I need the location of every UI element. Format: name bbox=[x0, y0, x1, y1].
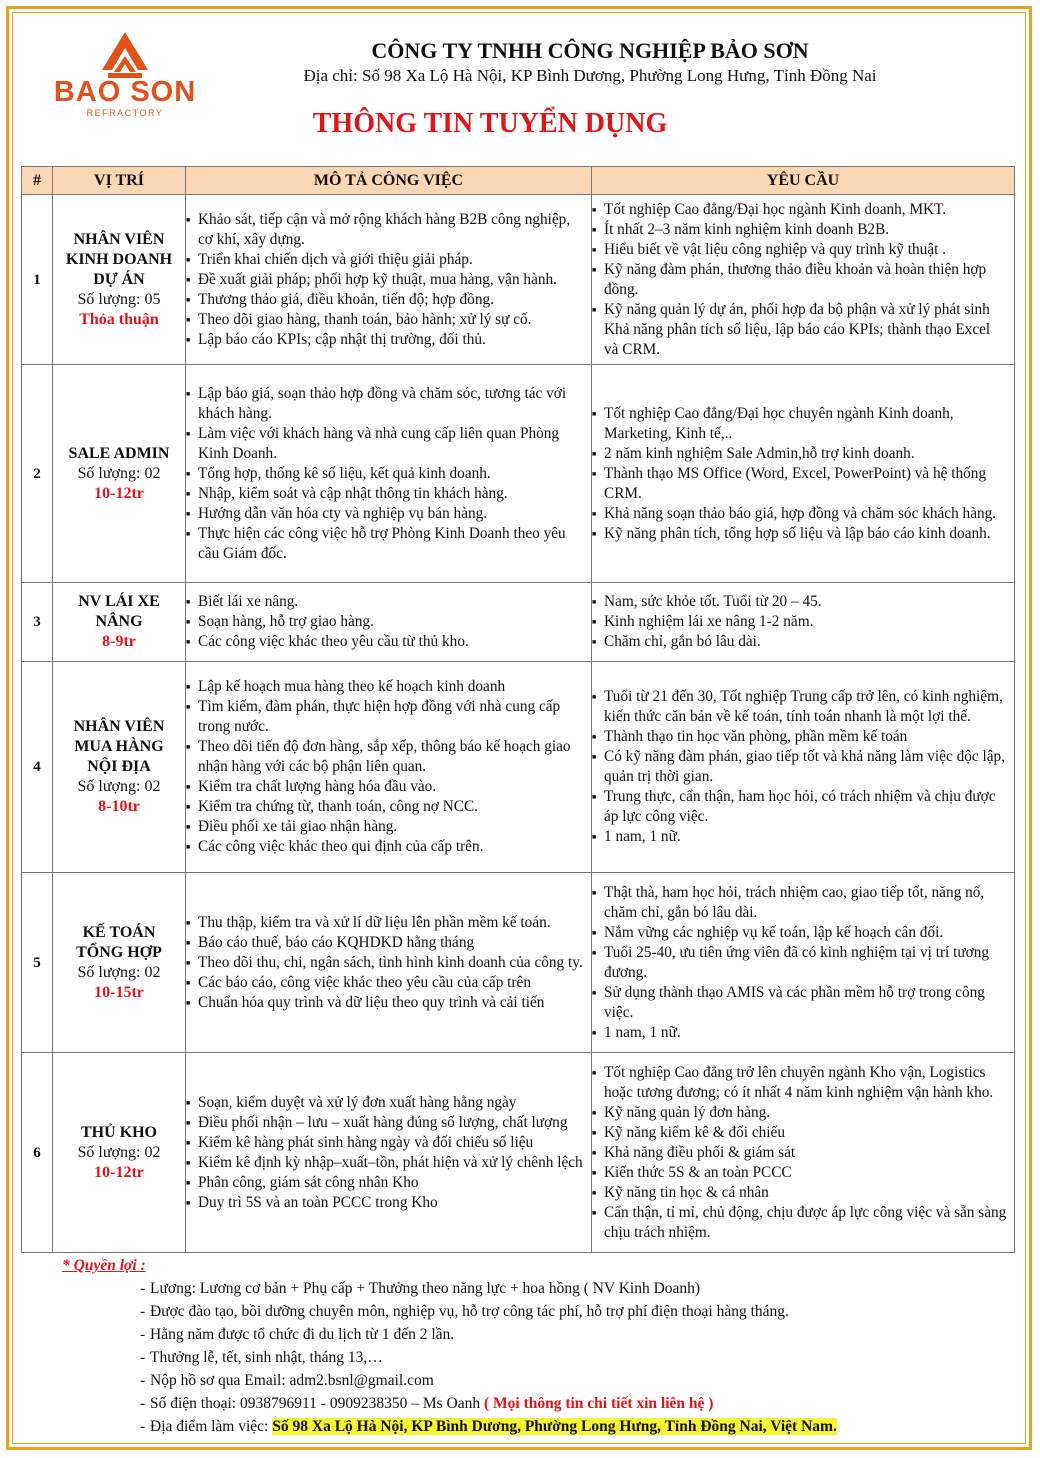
list-item: ■ Có kỹ năng đàm phán, giao tiếp tốt và khả năng làm việc độc lập, quản trị thời gian. bbox=[592, 747, 1008, 787]
benefit-workplace bbox=[62, 1415, 982, 1438]
list-item: ■ Theo dõi tiến độ đơn hàng, sắp xếp, thông báo kế hoạch giao nhận hàng với các bộ phận liên quan. bbox=[186, 737, 585, 777]
column-header-position: VỊ TRÍ bbox=[53, 167, 186, 195]
requirements-list bbox=[592, 200, 1008, 360]
requirements-cell bbox=[592, 583, 1015, 662]
list-item: ■ Theo dõi thu, chi, ngân sách, tình hình kinh doanh của công ty. bbox=[186, 953, 585, 973]
benefit-email: - Nộp hồ sơ qua Email: adm2.bsnl@gmail.com bbox=[62, 1369, 982, 1392]
list-item: ■ Triển khai chiến dịch và giới thiệu giải pháp. bbox=[186, 250, 585, 270]
list-item: ■ Chuẩn hóa quy trình và dữ liệu theo quy trình và cải tiến bbox=[186, 993, 585, 1013]
list-item: ■ Khảo sát, tiếp cận và mở rộng khách hàng B2B công nghiệp, cơ khí, xây dựng. bbox=[186, 210, 585, 250]
list-item: ■ Kinh nghiệm lái xe nâng 1-2 năm. bbox=[592, 612, 1008, 632]
position-salary: 8-9tr bbox=[102, 633, 136, 650]
phone-text: Số điện thoại: 0938796911 - 0909238350 – Ms Oanh bbox=[150, 1395, 481, 1412]
list-item: ■ Phân công, giám sát công nhân Kho bbox=[186, 1173, 585, 1193]
list-item: ■ Lập báo cáo KPIs; cập nhật thị trường, đối thủ. bbox=[186, 330, 585, 350]
requirements-list bbox=[592, 687, 1008, 847]
table-row bbox=[22, 195, 1015, 365]
list-item: ■ Các báo cáo, công việc khác theo yêu cầu của cấp trên bbox=[186, 973, 585, 993]
requirements-cell bbox=[592, 365, 1015, 583]
list-item: ■ Thành thạo MS Office (Word, Excel, PowerPoint) và hệ thống CRM. bbox=[592, 464, 1008, 504]
list-item: ■ Báo cáo thuế, báo cáo KQHDKD hằng tháng bbox=[186, 933, 585, 953]
list-item: ■ Chăm chỉ, gắn bó lâu dài. bbox=[592, 632, 1008, 652]
list-item: ■ 2 năm kinh nghiệm Sale Admin,hỗ trợ kinh doanh. bbox=[592, 444, 1008, 464]
list-item: ■ Điều phối nhận – lưu – xuất hàng đúng số lượng, chất lượng bbox=[186, 1113, 585, 1133]
list-item: ■ Tốt nghiệp Cao đẳng/Đại học chuyên ngành Kinh doanh, Marketing, Kinh tế,.. bbox=[592, 404, 1008, 444]
list-item: ■ Theo dõi giao hàng, thanh toán, bảo hành; xử lý sự cố. bbox=[186, 310, 585, 330]
position-title: NV LÁI XE NÂNG bbox=[78, 593, 160, 630]
list-item: ■ Kỹ năng kiểm kê & đối chiếu bbox=[592, 1123, 1008, 1143]
list-item: ■ Thành thạo tin học văn phòng, phần mềm kế toán bbox=[592, 727, 1008, 747]
column-header-requirements: YÊU CẦU bbox=[592, 167, 1015, 195]
table-header-row bbox=[22, 167, 1015, 195]
list-item: ■ Tổng hợp, thống kê số liệu, kết quả kinh doanh. bbox=[186, 464, 585, 484]
description-cell bbox=[186, 365, 592, 583]
position-count: Số lượng: 02 bbox=[77, 963, 161, 981]
requirements-cell bbox=[592, 873, 1015, 1053]
position-salary: 8-10tr bbox=[98, 798, 140, 815]
requirements-cell bbox=[592, 195, 1015, 365]
description-list bbox=[186, 1093, 585, 1213]
position-title: NHÂN VIÊN KINH DOANH DỰ ÁN bbox=[65, 230, 173, 288]
list-item: ■ Nhập, kiểm soát và cập nhật thông tin khách hàng. bbox=[186, 484, 585, 504]
list-item: ■ Kiến thức 5S & an toàn PCCC bbox=[592, 1163, 1008, 1183]
benefits-title: * Quyền lợi : bbox=[62, 1257, 146, 1274]
list-item: ■ Ít nhất 2–3 năm kinh nghiệm kinh doanh B2B. bbox=[592, 220, 1008, 240]
table-row bbox=[22, 662, 1015, 873]
benefit-phone bbox=[62, 1392, 982, 1415]
company-address: Địa chỉ: Số 98 Xa Lộ Hà Nội, KP Bình Dương, Phường Long Hưng, Tỉnh Đồng Nai bbox=[303, 66, 877, 85]
list-item: ■ Lập báo giá, soạn thảo hợp đồng và chăm sóc, tương tác với khách hàng. bbox=[186, 384, 585, 424]
list-item: ■ Khả năng soạn thảo báo giá, hợp đồng và chăm sóc khách hàng. bbox=[592, 504, 1008, 524]
phone-note: ( Mọi thông tin chi tiết xin liên hệ ) bbox=[483, 1395, 714, 1412]
position-count: Số lượng: 05 bbox=[77, 290, 161, 308]
list-item: ■ 1 nam, 1 nữ. bbox=[592, 1023, 1008, 1043]
description-cell bbox=[186, 662, 592, 873]
list-item: ■ Thật thà, ham học hỏi, trách nhiệm cao, giao tiếp tốt, năng nổ, chăm chỉ, gắn bó lâu dài. bbox=[592, 883, 1008, 923]
position-salary: 10-12tr bbox=[94, 1163, 144, 1181]
list-item: ■ Kỹ năng phân tích, tổng hợp số liệu và lập báo cáo kinh doanh. bbox=[592, 524, 1008, 544]
list-item: ■ Làm việc với khách hàng và nhà cung cấp liên quan Phòng Kinh Doanh. bbox=[186, 424, 585, 464]
list-item: ■ Kiểm kê hàng phát sinh hàng ngày và đối chiếu số liệu bbox=[186, 1133, 585, 1153]
position-count: Số lượng: 02 bbox=[77, 1143, 161, 1161]
list-item: ■ Các công việc khác theo yêu cầu từ thủ kho. bbox=[186, 632, 585, 652]
list-item: ■ Kỹ năng quản lý đơn hàng. bbox=[592, 1103, 1008, 1123]
position-count: Số lượng: 02 bbox=[77, 464, 161, 482]
list-item: ■ Kỹ năng quản lý dự án, phối hợp đa bộ phận và xử lý phát sinh Khả năng phân tích số liệu, lập báo cáo KPIs; thành thạo Excel và CRM. bbox=[592, 300, 1008, 360]
list-item: ■ Điều phối xe tải giao nhận hàng. bbox=[186, 817, 585, 837]
description-list bbox=[186, 913, 585, 1013]
list-item: ■ Sử dụng thành thạo AMIS và các phần mềm hỗ trợ trong công việc. bbox=[592, 983, 1008, 1023]
list-item: ■ Khả năng điều phối & giám sát bbox=[592, 1143, 1008, 1163]
position-cell bbox=[53, 195, 186, 365]
list-item: ■ Nắm vững các nghiệp vụ kế toán, lập kế hoạch cân đối. bbox=[592, 923, 1008, 943]
requirements-list bbox=[592, 404, 1008, 544]
list-item: ■ Duy trì 5S và an toàn PCCC trong Kho bbox=[186, 1193, 585, 1213]
list-item: ■ Soạn hàng, hỗ trợ giao hàng. bbox=[186, 612, 585, 632]
list-item: ■ Các công việc khác theo qui định của cấp trên. bbox=[186, 837, 585, 857]
list-item: ■ Thực hiện các công việc hỗ trợ Phòng Kinh Doanh theo yêu cầu Giám đốc. bbox=[186, 524, 585, 564]
list-item: ■ Kỹ năng đàm phán, thương thảo điều khoản và hoàn thiện hợp đồng. bbox=[592, 260, 1008, 300]
list-item: ■ Tuổi từ 21 đến 30, Tốt nghiệp Trung cấp trở lên, có kinh nghiệm, kiến thức căn bản về kế toán, tính toán nhanh là một lợi thế. bbox=[592, 687, 1008, 727]
position-count: Số lượng: 02 bbox=[77, 778, 161, 795]
column-header-description: MÔ TẢ CÔNG VIỆC bbox=[186, 167, 592, 195]
description-cell bbox=[186, 583, 592, 662]
position-title: THỦ KHO bbox=[80, 1123, 157, 1141]
table-row bbox=[22, 873, 1015, 1053]
benefit-travel: - Hằng năm được tổ chức đi du lịch từ 1 đến 2 lần. bbox=[62, 1323, 982, 1346]
list-item: ■ Tuổi 25-40, ưu tiên ứng viên đã có kinh nghiệm tại vị trí tương đương. bbox=[592, 943, 1008, 983]
list-item: ■ Tìm kiếm, đàm phán, thực hiện hợp đồng với nhà cung cấp trong nước. bbox=[186, 697, 585, 737]
position-cell bbox=[53, 583, 186, 662]
description-cell bbox=[186, 873, 592, 1053]
requirements-cell bbox=[592, 662, 1015, 873]
list-item: ■ Kỹ năng tin học & cá nhân bbox=[592, 1183, 1008, 1203]
position-title: KẾ TOÁN TỔNG HỢP bbox=[76, 923, 162, 961]
description-cell bbox=[186, 1053, 592, 1253]
table-row bbox=[22, 1053, 1015, 1253]
table-row bbox=[22, 583, 1015, 662]
list-item: ■ Tốt nghiệp Cao đẳng trở lên chuyên ngành Kho vận, Logistics hoặc tương đương; có ít nhất 4 năm kinh nghiệm vận hành kho. bbox=[592, 1063, 1008, 1103]
list-item: ■ Hướng dẫn văn hóa cty và nghiệp vụ bán hàng. bbox=[186, 504, 585, 524]
list-item: ■ Trung thực, cẩn thận, ham học hỏi, có trách nhiệm và chịu được áp lực công việc. bbox=[592, 787, 1008, 827]
position-title: SALE ADMIN bbox=[68, 444, 170, 462]
requirements-list bbox=[592, 883, 1008, 1043]
position-cell bbox=[53, 873, 186, 1053]
row-number: 4 bbox=[22, 662, 53, 873]
list-item: ■ Hiểu biết về vật liệu công nghiệp và quy trình kỹ thuật . bbox=[592, 240, 1008, 260]
list-item: ■ Kiểm tra chứng từ, thanh toán, công nợ NCC. bbox=[186, 797, 585, 817]
list-item: ■ Biết lái xe nâng. bbox=[186, 592, 585, 612]
benefit-holidays: - Thưởng lễ, tết, sinh nhật, tháng 13,… bbox=[62, 1346, 982, 1369]
list-item: ■ Nam, sức khỏe tốt. Tuổi từ 20 – 45. bbox=[592, 592, 1008, 612]
list-item: ■ Thương thảo giá, điều khoản, tiến độ; hợp đồng. bbox=[186, 290, 585, 310]
company-name: CÔNG TY TNHH CÔNG NGHIỆP BẢO SƠN bbox=[371, 38, 809, 63]
position-salary: Thỏa thuận bbox=[79, 310, 159, 328]
jobs-table bbox=[21, 166, 1015, 1253]
description-list bbox=[186, 592, 585, 652]
row-number: 3 bbox=[22, 583, 53, 662]
description-list bbox=[186, 210, 585, 350]
workplace-label: Địa điểm làm việc: bbox=[150, 1418, 269, 1435]
list-item: ■ Đề xuất giải pháp; phối hợp kỹ thuật, mua hàng, vận hành. bbox=[186, 270, 585, 290]
list-item: ■ 1 nam, 1 nữ. bbox=[592, 827, 1008, 847]
logo-subtitle: REFRACTORY bbox=[86, 108, 164, 118]
position-cell bbox=[53, 662, 186, 873]
requirements-cell bbox=[592, 1053, 1015, 1253]
row-number: 6 bbox=[22, 1053, 53, 1253]
row-number: 5 bbox=[22, 873, 53, 1053]
position-cell bbox=[53, 1053, 186, 1253]
benefit-training: - Được đào tạo, bồi dưỡng chuyên môn, nghiệp vụ, hỗ trợ công tác phí, hỗ trợ phí điện thoại hàng tháng. bbox=[62, 1300, 982, 1323]
list-item: ■ Kiểm kê định kỳ nhập–xuất–tồn, phát hiện và xử lý chênh lệch bbox=[186, 1153, 585, 1173]
description-list bbox=[186, 677, 585, 857]
list-item: ■ Tốt nghiệp Cao đẳng/Đại học ngành Kinh doanh, MKT. bbox=[592, 200, 1008, 220]
benefit-salary: - Lương: Lương cơ bản + Phụ cấp + Thưởng theo năng lực + hoa hồng ( NV Kinh Doanh) bbox=[62, 1277, 982, 1300]
table-row bbox=[22, 365, 1015, 583]
position-cell bbox=[53, 365, 186, 583]
list-item: ■ Lập kế hoạch mua hàng theo kế hoạch kinh doanh bbox=[186, 677, 585, 697]
row-number: 1 bbox=[22, 195, 53, 365]
benefits-section bbox=[62, 1254, 982, 1438]
list-item: ■ Cẩn thận, tỉ mỉ, chủ động, chịu được áp lực công việc và sẵn sàng chịu trách nhiệm. bbox=[592, 1203, 1008, 1243]
position-salary: 10-12tr bbox=[94, 484, 144, 502]
list-item: ■ Thu thập, kiểm tra và xử lí dữ liệu lên phần mềm kế toán. bbox=[186, 913, 585, 933]
workplace-address: Số 98 Xa Lộ Hà Nội, KP Bình Dương, Phường Long Hưng, Tỉnh Đồng Nai, Việt Nam. bbox=[272, 1418, 837, 1435]
list-item: ■ Kiểm tra chất lượng hàng hóa đầu vào. bbox=[186, 777, 585, 797]
benefits-list bbox=[62, 1277, 982, 1438]
logo-text: BAO SON bbox=[53, 76, 197, 108]
page-title: THÔNG TIN TUYỂN DỤNG bbox=[312, 108, 668, 139]
column-header-num: # bbox=[22, 167, 53, 195]
requirements-list bbox=[592, 1063, 1008, 1243]
row-number: 2 bbox=[22, 365, 53, 583]
position-title: NHÂN VIÊN MUA HÀNG NỘI ĐỊA bbox=[73, 718, 165, 775]
description-list bbox=[186, 384, 585, 564]
position-salary: 10-15tr bbox=[94, 983, 144, 1001]
list-item: ■ Soạn, kiểm duyệt và xử lý đơn xuất hàng hằng ngày bbox=[186, 1093, 585, 1113]
description-cell bbox=[186, 195, 592, 365]
requirements-list bbox=[592, 592, 1008, 652]
